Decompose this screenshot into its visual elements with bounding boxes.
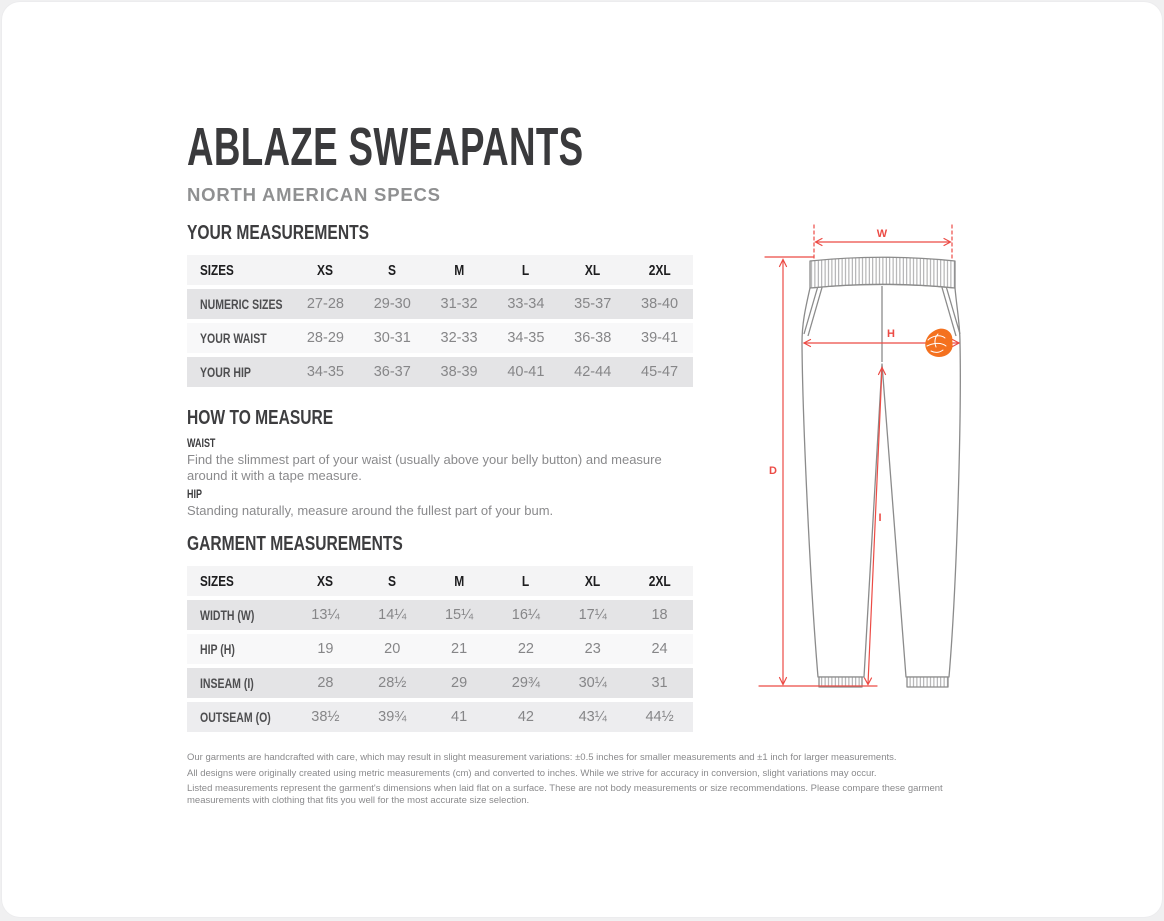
- cell-value: 21: [451, 641, 468, 657]
- row-label: HIP (H): [200, 641, 235, 657]
- cell-value: 34-35: [306, 364, 344, 380]
- waist-instructions: Find the slimmest part of your waist (usually above your belly button) and measure around it with a tape measure.: [187, 452, 662, 483]
- column-header-xl: XL: [585, 261, 601, 279]
- garment-measurements-heading: GARMENT MEASUREMENTS: [187, 533, 403, 555]
- table-row-your-hip: [187, 357, 693, 387]
- row-label: YOUR HIP: [200, 364, 251, 380]
- column-header-s: S: [388, 572, 397, 590]
- column-header-2xl: 2XL: [648, 572, 671, 590]
- cell-value: 15¼: [444, 607, 474, 623]
- column-header-l: L: [522, 261, 530, 279]
- cuff-right: [907, 677, 948, 687]
- cell-value: 20: [384, 641, 401, 657]
- cell-value: 23: [584, 641, 601, 657]
- your-measurements-heading: YOUR MEASUREMENTS: [187, 222, 370, 244]
- column-header-l: L: [522, 572, 530, 590]
- outseam-dimension-label: D: [769, 465, 777, 477]
- cell-value: 28-29: [306, 330, 344, 346]
- cell-value: 42-44: [574, 364, 612, 380]
- cell-value: 43¼: [578, 709, 607, 725]
- page-title: [187, 117, 770, 177]
- footnotes: [187, 752, 987, 810]
- column-header-m: M: [454, 572, 465, 590]
- cell-value: 24: [651, 641, 668, 657]
- cell-value: 38-39: [440, 364, 478, 380]
- cell-value: 31-32: [440, 296, 478, 312]
- cell-value: 36-38: [574, 330, 612, 346]
- cell-value: 38½: [311, 709, 340, 725]
- row-label: INSEAM (I): [200, 675, 254, 691]
- cell-value: 39-41: [641, 330, 679, 346]
- column-header-xs: XS: [317, 572, 334, 590]
- cell-value: 13¼: [311, 607, 340, 623]
- cell-value: 17¼: [578, 607, 607, 623]
- table-header-row: [187, 566, 693, 596]
- column-header-sizes: SIZES: [200, 261, 234, 279]
- cell-value: 29¾: [511, 675, 541, 691]
- size-guide-page: [2, 2, 1162, 917]
- how-to-measure-heading: HOW TO MEASURE: [187, 407, 334, 429]
- width-dimension-label: W: [876, 228, 888, 240]
- cell-value: 31: [651, 675, 668, 691]
- column-header-s: S: [388, 261, 397, 279]
- cell-value: 34-35: [507, 330, 545, 346]
- cell-value: 32-33: [440, 330, 478, 346]
- column-header-m: M: [454, 261, 465, 279]
- page-title-text: ABLAZE SWEAPANTS: [187, 117, 584, 177]
- inseam-dimension-label: I: [878, 512, 882, 524]
- cell-value: 16¼: [511, 607, 541, 623]
- table-row-width: [187, 600, 693, 630]
- table-row-numeric-sizes: [187, 289, 693, 319]
- cell-value: 41: [451, 709, 468, 725]
- hip-label: HIP: [187, 489, 202, 501]
- cell-value: 29-30: [373, 296, 411, 312]
- cell-value: 45-47: [641, 364, 679, 380]
- column-header-xs: XS: [317, 261, 334, 279]
- cell-value: 30¼: [578, 675, 607, 691]
- table-row-your-waist: [187, 323, 693, 353]
- column-header-xl: XL: [585, 572, 601, 590]
- cell-value: 19: [317, 641, 334, 657]
- footnote-metric: All designs were originally created using metric measurements (cm) and converted to inches. While we strive for accuracy in conversion, slight variations may occur.: [187, 767, 877, 779]
- sweatpants-measurement-diagram: [752, 212, 982, 712]
- row-label: OUTSEAM (O): [200, 709, 271, 725]
- cell-value: 18: [651, 607, 668, 623]
- cell-value: 35-37: [574, 296, 612, 312]
- garment-measurements-table: [187, 566, 693, 736]
- cell-value: 14¼: [378, 607, 407, 623]
- cell-value: 28½: [378, 675, 407, 691]
- footnote-variations: Our garments are handcrafted with care, which may result in slight measurement variations: ±0.5 inches for smaller measurements and ±1 inch for larger measurements.: [187, 752, 897, 763]
- cell-value: 33-34: [507, 296, 545, 312]
- row-label: YOUR WAIST: [200, 330, 267, 346]
- footnote-flat-measurements: Listed measurements represent the garment's dimensions when laid flat on a surface. These are not body measurements or size recommendations. Please compare these garment measurements with clothing that fits you well for the most accurate size selection.: [187, 783, 943, 806]
- table-row-outseam: [187, 702, 693, 732]
- hip-instructions: Standing naturally, measure around the fullest part of your bum.: [187, 503, 554, 518]
- cell-value: 40-41: [507, 364, 545, 380]
- column-header-2xl: 2XL: [648, 261, 671, 279]
- cell-value: 38-40: [641, 296, 679, 312]
- table-header-row: [187, 255, 693, 285]
- table-row-inseam: [187, 668, 693, 698]
- cell-value: 27-28: [306, 296, 344, 312]
- cell-value: 44½: [645, 709, 674, 725]
- table-row-hip: [187, 634, 693, 664]
- cell-value: 39¾: [378, 709, 407, 725]
- row-label: WIDTH (W): [200, 607, 255, 623]
- cell-value: 30-31: [373, 330, 411, 346]
- waist-label: WAIST: [187, 438, 216, 450]
- your-measurements-table: [187, 255, 693, 391]
- cell-value: 28: [317, 675, 334, 691]
- hip-dimension-label: H: [887, 328, 895, 340]
- cell-value: 22: [517, 641, 534, 657]
- cell-value: 42: [517, 709, 534, 725]
- row-label: NUMERIC SIZES: [200, 296, 283, 312]
- column-header-sizes: SIZES: [200, 572, 234, 590]
- pants-outline: [802, 257, 960, 687]
- page-subtitle: NORTH AMERICAN SPECS: [187, 184, 441, 205]
- cell-value: 36-37: [373, 364, 411, 380]
- cell-value: 29: [451, 675, 468, 691]
- waistband: [810, 257, 955, 288]
